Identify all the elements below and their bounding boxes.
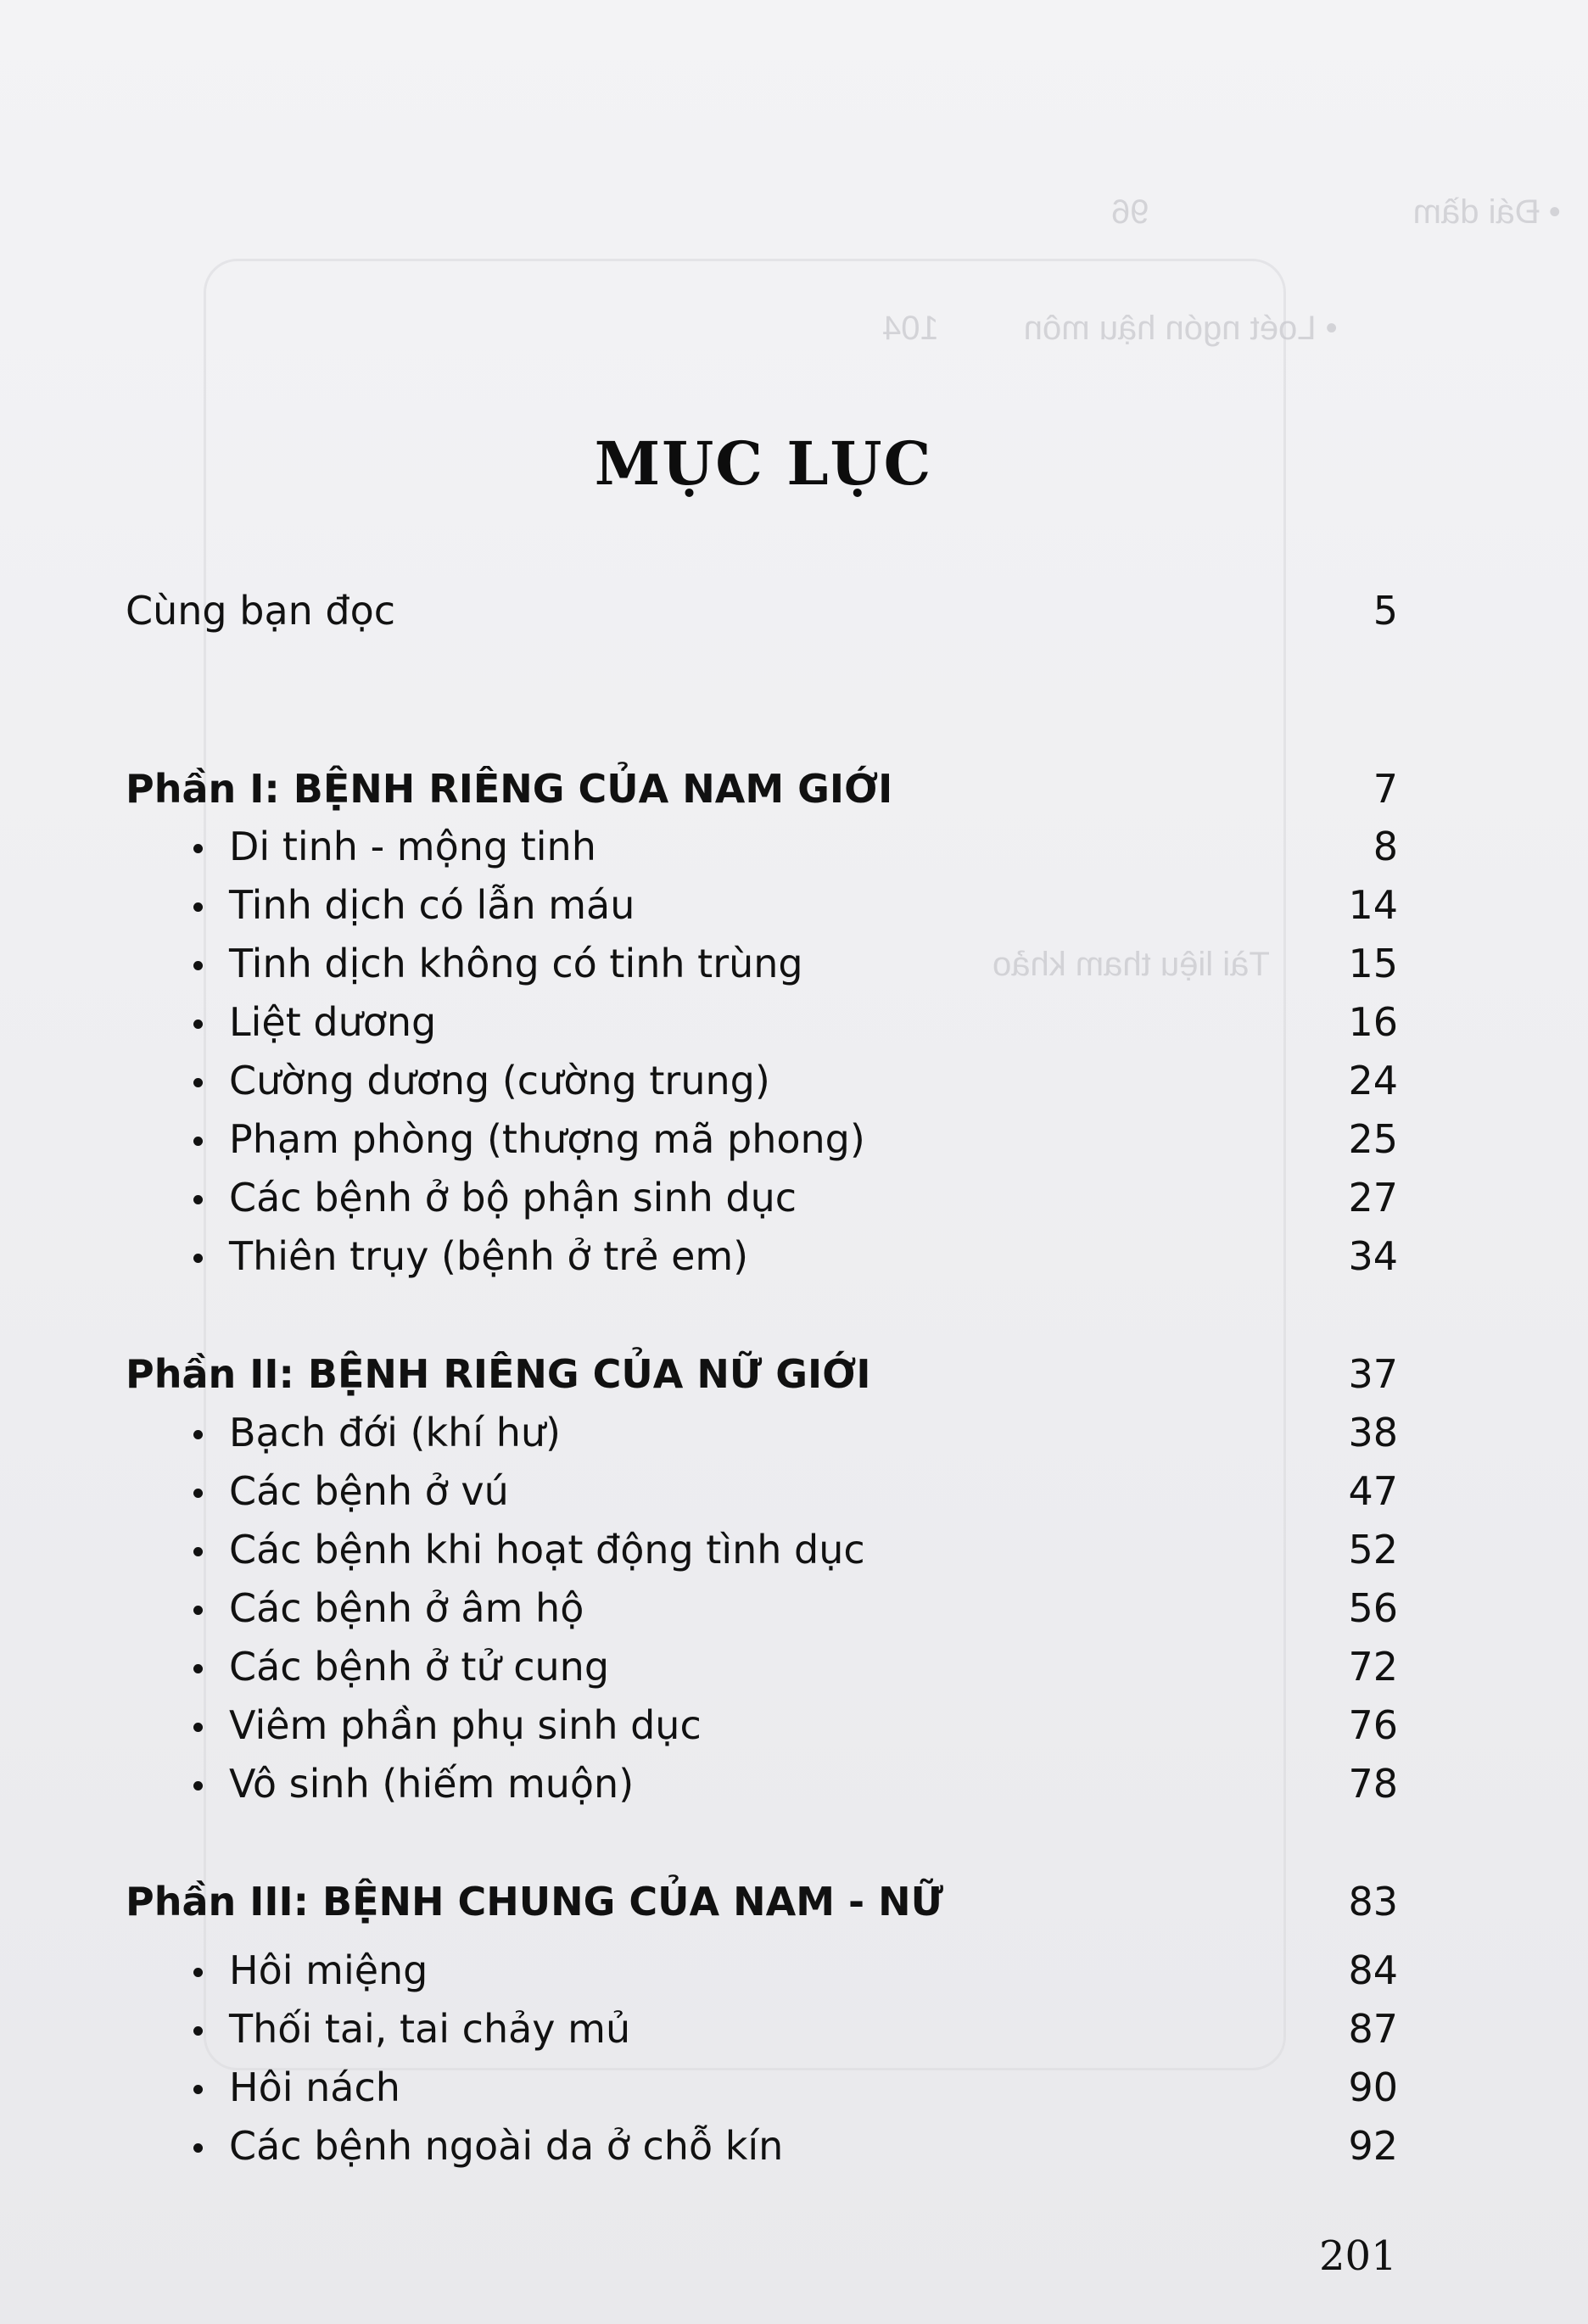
toc-item-page: 34: [1348, 1233, 1398, 1279]
toc-item-label: Di tinh - mộng tinh: [229, 824, 596, 869]
toc-item-label: Tinh dịch không có tinh trùng: [229, 941, 803, 986]
toc-item-page: 47: [1348, 1468, 1398, 1514]
part-heading-page: 37: [1348, 1351, 1398, 1397]
toc-entry-intro: [126, 585, 1398, 636]
toc-item-page: 72: [1348, 1644, 1398, 1690]
toc-item-page: 84: [1348, 1947, 1398, 1993]
toc-item-page: 52: [1348, 1527, 1398, 1573]
toc-entry-page: 5: [1373, 588, 1398, 634]
part-heading-label: Phần II: BỆNH RIÊNG CỦA NỮ GIỚI: [126, 1351, 871, 1397]
toc-item-page: 25: [1348, 1116, 1398, 1162]
bullet-icon: [193, 1723, 203, 1732]
toc-item: [126, 1758, 1398, 1809]
toc-item-page: 8: [1373, 824, 1398, 869]
toc-item-page: 14: [1348, 882, 1398, 928]
toc-item: [126, 1407, 1398, 1458]
toc-item-page: 38: [1348, 1410, 1398, 1455]
toc-item-page: 76: [1348, 1702, 1398, 1748]
toc-item-label: Liệt dương: [229, 999, 437, 1045]
bullet-icon: [193, 844, 203, 853]
toc-item-label: Các bệnh ở vú: [229, 1468, 509, 1514]
bullet-icon: [193, 961, 203, 970]
bullet-icon: [193, 1606, 203, 1615]
toc-item: [126, 880, 1398, 930]
toc-item-page: 92: [1348, 2123, 1398, 2169]
toc-item-page: 78: [1348, 1761, 1398, 1807]
toc-item: [126, 2062, 1398, 2113]
toc-item: [126, 2003, 1398, 2054]
toc-part-heading: [126, 1349, 1398, 1399]
toc-item-label: Bạch đới (khí hư): [229, 1410, 561, 1455]
bullet-icon: [193, 1968, 203, 1977]
toc-item-label: Thiên trụy (bệnh ở trẻ em): [229, 1233, 749, 1279]
bullet-icon: [193, 1664, 203, 1673]
toc-item-page: 16: [1348, 999, 1398, 1045]
toc-item: [126, 1524, 1398, 1575]
part-heading-label: Phần I: BỆNH RIÊNG CỦA NAM GIỚI: [126, 766, 893, 812]
toc-item-label: Phạm phòng (thượng mã phong): [229, 1116, 865, 1162]
toc-item: [126, 1583, 1398, 1634]
bleed-through-text: • Đái dầm 96: [1111, 193, 1561, 231]
toc-item: [126, 1466, 1398, 1517]
toc-item-label: Các bệnh ở âm hộ: [229, 1585, 584, 1631]
bullet-icon: [193, 1020, 203, 1029]
page-title: MỤC LỤC: [594, 428, 933, 499]
toc-item: [126, 1055, 1398, 1106]
toc-part-heading: [126, 763, 1398, 814]
page-number: 201: [1319, 2232, 1397, 2280]
toc-part-heading: [126, 1876, 1398, 1927]
toc-item: [126, 2120, 1398, 2171]
bullet-icon: [193, 1547, 203, 1556]
toc-item-label: Các bệnh ở bộ phận sinh dục: [229, 1175, 797, 1221]
toc-item-label: Các bệnh ngoài da ở chỗ kín: [229, 2123, 784, 2169]
bullet-icon: [193, 1195, 203, 1204]
toc-item: [126, 1172, 1398, 1223]
toc-item-label: Thối tai, tai chảy mủ: [229, 2006, 631, 2052]
bullet-icon: [193, 1430, 203, 1439]
toc-item: [126, 1945, 1398, 1996]
part-heading-page: 7: [1373, 766, 1398, 812]
toc-item-label: Vô sinh (hiếm muộn): [229, 1761, 635, 1807]
toc-item-label: Hôi nách: [229, 2064, 400, 2110]
toc-entry-label: Cùng bạn đọc: [126, 588, 396, 634]
bleed-through-text: Tài liệu tham khảo: [992, 946, 1270, 983]
bullet-icon: [193, 2143, 203, 2153]
bullet-icon: [193, 1489, 203, 1498]
toc-item-label: Cường dương (cường trung): [229, 1058, 770, 1103]
toc-item-label: Các bệnh ở tử cung: [229, 1644, 610, 1690]
toc-item-label: Viêm phần phụ sinh dục: [229, 1702, 702, 1748]
bullet-icon: [193, 1078, 203, 1087]
bullet-icon: [193, 902, 203, 912]
toc-item: [126, 1700, 1398, 1751]
toc-item: [126, 997, 1398, 1047]
toc-item-label: Các bệnh khi hoạt động tình dục: [229, 1527, 865, 1573]
toc-item-page: 90: [1348, 2064, 1398, 2110]
toc-item: [126, 938, 1398, 989]
toc-item-page: 24: [1348, 1058, 1398, 1103]
bullet-icon: [193, 2026, 203, 2036]
bullet-icon: [193, 1254, 203, 1263]
toc-item: [126, 1641, 1398, 1692]
toc-item-page: 15: [1348, 941, 1398, 986]
part-heading-page: 83: [1348, 1879, 1398, 1925]
toc-item-label: Tinh dịch có lẫn máu: [229, 882, 635, 928]
toc-item-label: Hôi miệng: [229, 1947, 428, 1993]
bullet-icon: [193, 1137, 203, 1146]
bleed-through-text: • Loét ngón hậu môn 104: [882, 310, 1338, 347]
toc-item-page: 56: [1348, 1585, 1398, 1631]
toc-item-page: 27: [1348, 1175, 1398, 1221]
toc-item-page: 87: [1348, 2006, 1398, 2052]
bullet-icon: [193, 2085, 203, 2094]
part-heading-label: Phần III: BỆNH CHUNG CỦA NAM - NỮ: [126, 1879, 944, 1925]
toc-item: [126, 821, 1398, 872]
bullet-icon: [193, 1781, 203, 1790]
toc-item: [126, 1114, 1398, 1165]
toc-item: [126, 1231, 1398, 1282]
